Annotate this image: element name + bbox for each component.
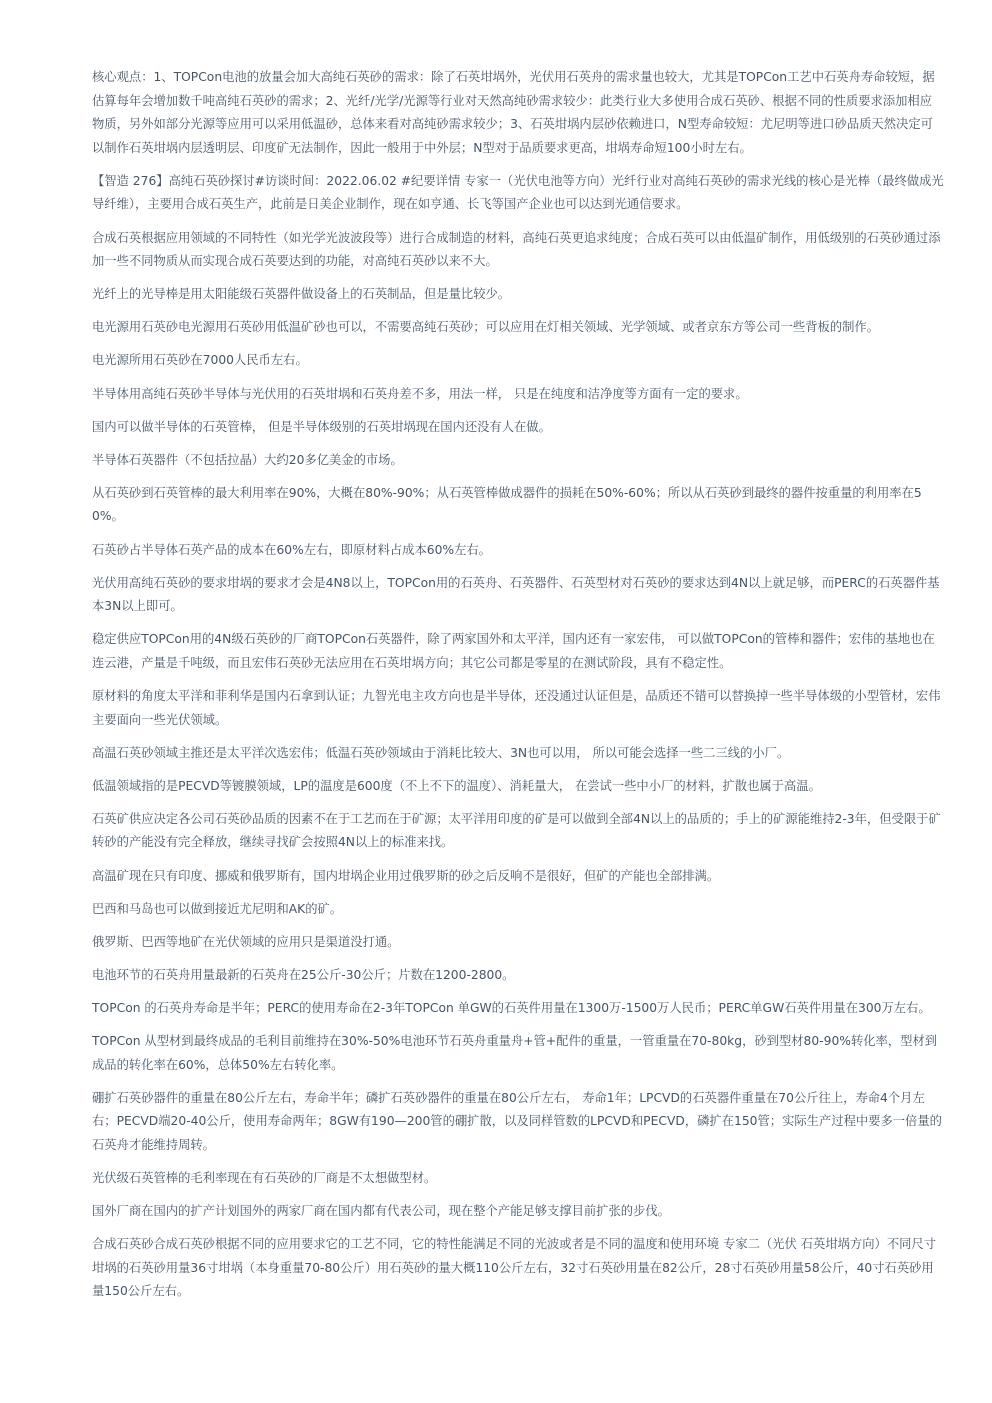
paragraph-cost-share: 石英砂占半导体石英产品的成本在60%左右，即原材料占成本60%左右。 — [92, 542, 491, 557]
paragraph-light-source: 电光源用石英砂电光源用石英砂用低温矿砂也可以，不需要高纯石英砂；可以应用在灯相关领域、光学领域、或者京东方等公司一些背板的制作。 — [92, 320, 880, 335]
paragraph-low-temp-domain: 低温领域指的是PECVD等镀膜领域，LP的温度是600度（不上不下的温度）、消耗量大， 在尝试一些中小厂的材料，扩散也属于高温。 — [92, 778, 821, 793]
paragraph-diffusion-weights: 硼扩石英砂器件的重量在80公斤左右，寿命半年；磷扩石英砂器件的重量在80公斤左右， 寿命1年；LPCVD的石英器件重量在70公斤往上，寿命4个月左右；PECVD端20-40公斤，使用寿命两年；8GW有190—200管的硼扩散，以及同样管数的LPCVD和PECVD，磷扩在150管；实际生产过程中要多一倍量的石英舟才能维持周转。 — [92, 1090, 942, 1152]
paragraph-crucible-usage: 合成石英砂合成石英砂根据不同的应用要求它的工艺不同，它的特性能满足不同的光波或者是不同的温度和使用环境 专家二（光伏 石英坩埚方向）不同尺寸坩埚的石英砂用量36寸坩埚（本身重量70-80公斤）用石英砂的量大概110公斤左右，32寸石英砂用量在82公斤，28寸石英砂用量58公斤，40寸石英砂用量150公斤左右。 — [92, 1237, 937, 1299]
paragraph-semiconductor: 半导体用高纯石英砂半导体与光伏用的石英坩埚和石英舟差不多，用法一样， 只是在纯度和洁净度等方面有一定的要求。 — [92, 386, 748, 401]
paragraph-semiconductor-domestic: 国内可以做半导体的石英管棒， 但是半导体级别的石英坩埚现在国内还没有人在做。 — [92, 419, 551, 434]
paragraph-russia-brazil: 俄罗斯、巴西等地矿在光伏领域的应用只是渠道没打通。 — [92, 934, 400, 949]
paragraph-high-temp-domain: 高温石英砂领域主推还是太平洋次选宏伟；低温石英砂领域由于消耗比较大、3N也可以用， 所以可能会选择一些二三线的小厂。 — [92, 745, 790, 760]
document-page — [92, 66, 944, 1313]
paragraph-topcon-suppliers: 稳定供应TOPCon用的4N级石英砂的厂商TOPCon石英器件，除了两家国外和太平洋，国内还有一家宏伟， 可以做TOPCon的管棒和器件；宏伟的基地也在连云港，产量是千吨级，而且宏伟石英砂无法应用在石英坩埚方向；其它公司都是零星的在测试阶段，具有不稳定性。 — [92, 632, 935, 670]
paragraph-foreign-expansion: 国外厂商在国内的扩产计划国外的两家厂商在国内都有代表公司，现在整个产能足够支撑目前扩张的步伐。 — [92, 1204, 670, 1219]
paragraph-brazil-madagascar: 巴西和马岛也可以做到接近尤尼明和AK的矿。 — [92, 901, 343, 916]
paragraph-topcon-lifespan: TOPCon 的石英舟寿命是半年；PERC的使用寿命在2-3年TOPCon 单GW的石英件用量在1300万-1500万人民币；PERC单GW石英件用量在300万左右。 — [92, 1000, 931, 1015]
paragraph-topcon-margin: TOPCon 从型材到最终成品的毛利目前维持在30%-50%电池环节石英舟重量舟+管+配件的重量，一管重量在70-80kg，砂到型材80-90%转化率，型材到成品的转化率在60%，总体50%左右转化率。 — [92, 1034, 938, 1072]
paragraph-pv-tube-margin: 光伏级石英管棒的毛利率现在有石英砂的厂商是不太想做型材。 — [92, 1170, 437, 1185]
paragraph-utilization-rate: 从石英砂到石英管棒的最大利用率在90%，大概在80%-90%；从石英管棒做成器件的损耗在50%-60%；所以从石英砂到最终的器件按重量的利用率在50%。 — [92, 485, 922, 524]
paragraph-interview-intro: 【智造 276】高纯石英砂探讨#访谈时间：2022.06.02 #纪要详情 专家一（光伏电池等方向）光纤行业对高纯石英砂的需求光线的核心是光棒（最终做成光导纤维），主要用合成石英生产，此前是日美企业制作，现在如亨通、长飞等国产企业也可以达到光通信要求。 — [92, 173, 944, 212]
paragraph-synthetic-quartz: 合成石英根据应用领域的不同特性（如光学光波波段等）进行合成制造的材料，高纯石英更追求纯度；合成石英可以由低温矿制作，用低级别的石英砂通过添加一些不同物质从而实现合成石英要达到的功能，对高纯石英砂以来不大。 — [92, 230, 941, 269]
paragraph-raw-material-certification: 原材料的角度太平洋和菲利华是国内石拿到认证；九智光电主攻方向也是半导体，还没通过认证但是，品质还不错可以替换掉一些半导体级的小型管材，宏伟主要面向一些光伏领域。 — [92, 688, 941, 727]
paragraph-light-source-price: 电光源所用石英砂在7000人民币左右。 — [92, 353, 308, 368]
paragraph-pv-requirements: 光伏用高纯石英砂的要求坩埚的要求才会是4N8以上，TOPCon用的石英舟、石英器件、石英型材对石英砂的要求达到4N以上就足够，而PERC的石英器件基本3N以上即可。 — [92, 575, 940, 614]
paragraph-core-viewpoints: 核心观点：1、TOPCon电池的放量会加大高纯石英砂的需求：除了石英坩埚外，光伏用石英舟的需求量也较大，尤其是TOPCon工艺中石英舟寿命较短，据估算每年会增加数千吨高纯石英砂的需求；2、光纤/光学/光源等行业对天然高纯砂需求较少：此类行业大多使用合成石英砂、根据不同的性质要求添加相应物质，另外如部分光源等应用可以采用低温砂，总体来看对高纯砂需求较少；3、石英坩埚内层砂依赖进口，N型寿命较短：尤尼明等进口砂品质天然决定可以制作石英坩埚内层透明层、印度矿无法制作，因此一般用于中外层；N型对于品质要求更高，坩埚寿命短100小时左右。 — [92, 70, 935, 155]
paragraph-semiconductor-market: 半导体石英器件（不包括拉晶）大约20多亿美金的市场。 — [92, 452, 403, 467]
paragraph-ore-supply: 石英矿供应决定各公司石英砂品质的因素不在于工艺而在于矿源；太平洋用印度的矿是可以做到全部4N以上的品质的；手上的矿源能维持2-3年，但受限于矿转砂的产能没有完全释放，继续寻找矿会按照4N以上的标准来找。 — [92, 811, 941, 850]
paragraph-fiber-rod: 光纤上的光导棒是用太阳能级石英器件做设备上的石英制品，但是量比较少。 — [92, 287, 511, 302]
paragraph-high-temp-ore: 高温矿现在只有印度、挪威和俄罗斯有，国内坩埚企业用过俄罗斯的砂之后反响不是很好，但矿的产能也全部排满。 — [92, 868, 720, 883]
paragraph-boat-usage: 电池环节的石英舟用量最新的石英舟在25公斤-30公斤；片数在1200-2800。 — [92, 967, 515, 982]
